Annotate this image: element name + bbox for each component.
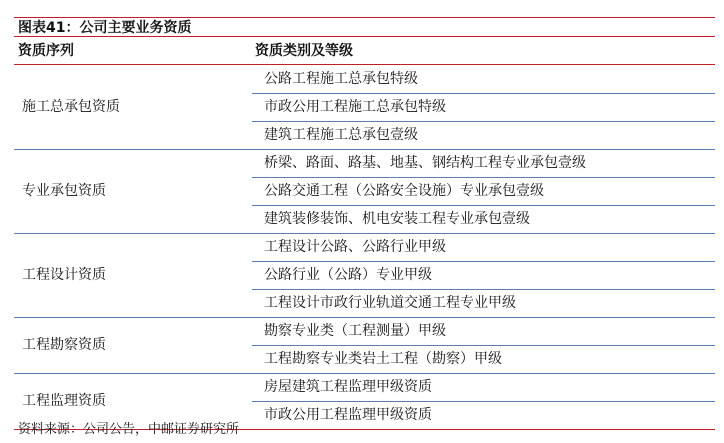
- qualification-cell: 市政公用工程施工总承包特级: [252, 94, 715, 122]
- qualification-cell: 市政公用工程监理甲级资质: [252, 402, 715, 430]
- table-row: [14, 66, 715, 94]
- category-cell: 施工总承包资质: [14, 66, 252, 150]
- source-note: 资料来源：公司公告，中邮证券研究所: [18, 422, 240, 437]
- header-divider: [14, 64, 715, 65]
- category-cell: 专业承包资质: [14, 150, 252, 234]
- table-row: [14, 234, 715, 262]
- category-cell: 工程监理资质: [14, 374, 252, 430]
- table-body: [14, 66, 715, 430]
- table-row: [14, 374, 715, 402]
- category-cell: 工程设计资质: [14, 234, 252, 318]
- qualification-cell: 桥梁、路面、路基、地基、钢结构工程专业承包壹级: [252, 150, 715, 178]
- column-header-qualification: 资质类别及等级: [255, 43, 353, 59]
- qualification-cell: 建筑装修装饰、机电安装工程专业承包壹级: [252, 206, 715, 234]
- qualification-cell: 建筑工程施工总承包壹级: [252, 122, 715, 150]
- qualification-cell: 房屋建筑工程监理甲级资质: [252, 374, 715, 402]
- qualification-cell: 工程设计市政行业轨道交通工程专业甲级: [252, 290, 715, 318]
- qualification-cell: 工程勘察专业类岩土工程（勘察）甲级: [252, 346, 715, 374]
- qualification-cell: 公路交通工程（公路安全设施）专业承包壹级: [252, 178, 715, 206]
- figure-title: 图表41：公司主要业务资质: [14, 17, 715, 37]
- category-cell: 工程勘察资质: [14, 318, 252, 374]
- table-row: [14, 150, 715, 178]
- column-header-category: 资质序列: [18, 43, 74, 59]
- qualification-table: [14, 66, 715, 430]
- qualification-cell: 勘察专业类（工程测量）甲级: [252, 318, 715, 346]
- qualification-cell: 公路行业（公路）专业甲级: [252, 262, 715, 290]
- table-row: [14, 318, 715, 346]
- qualification-cell: 工程设计公路、公路行业甲级: [252, 234, 715, 262]
- qualification-cell: 公路工程施工总承包特级: [252, 66, 715, 94]
